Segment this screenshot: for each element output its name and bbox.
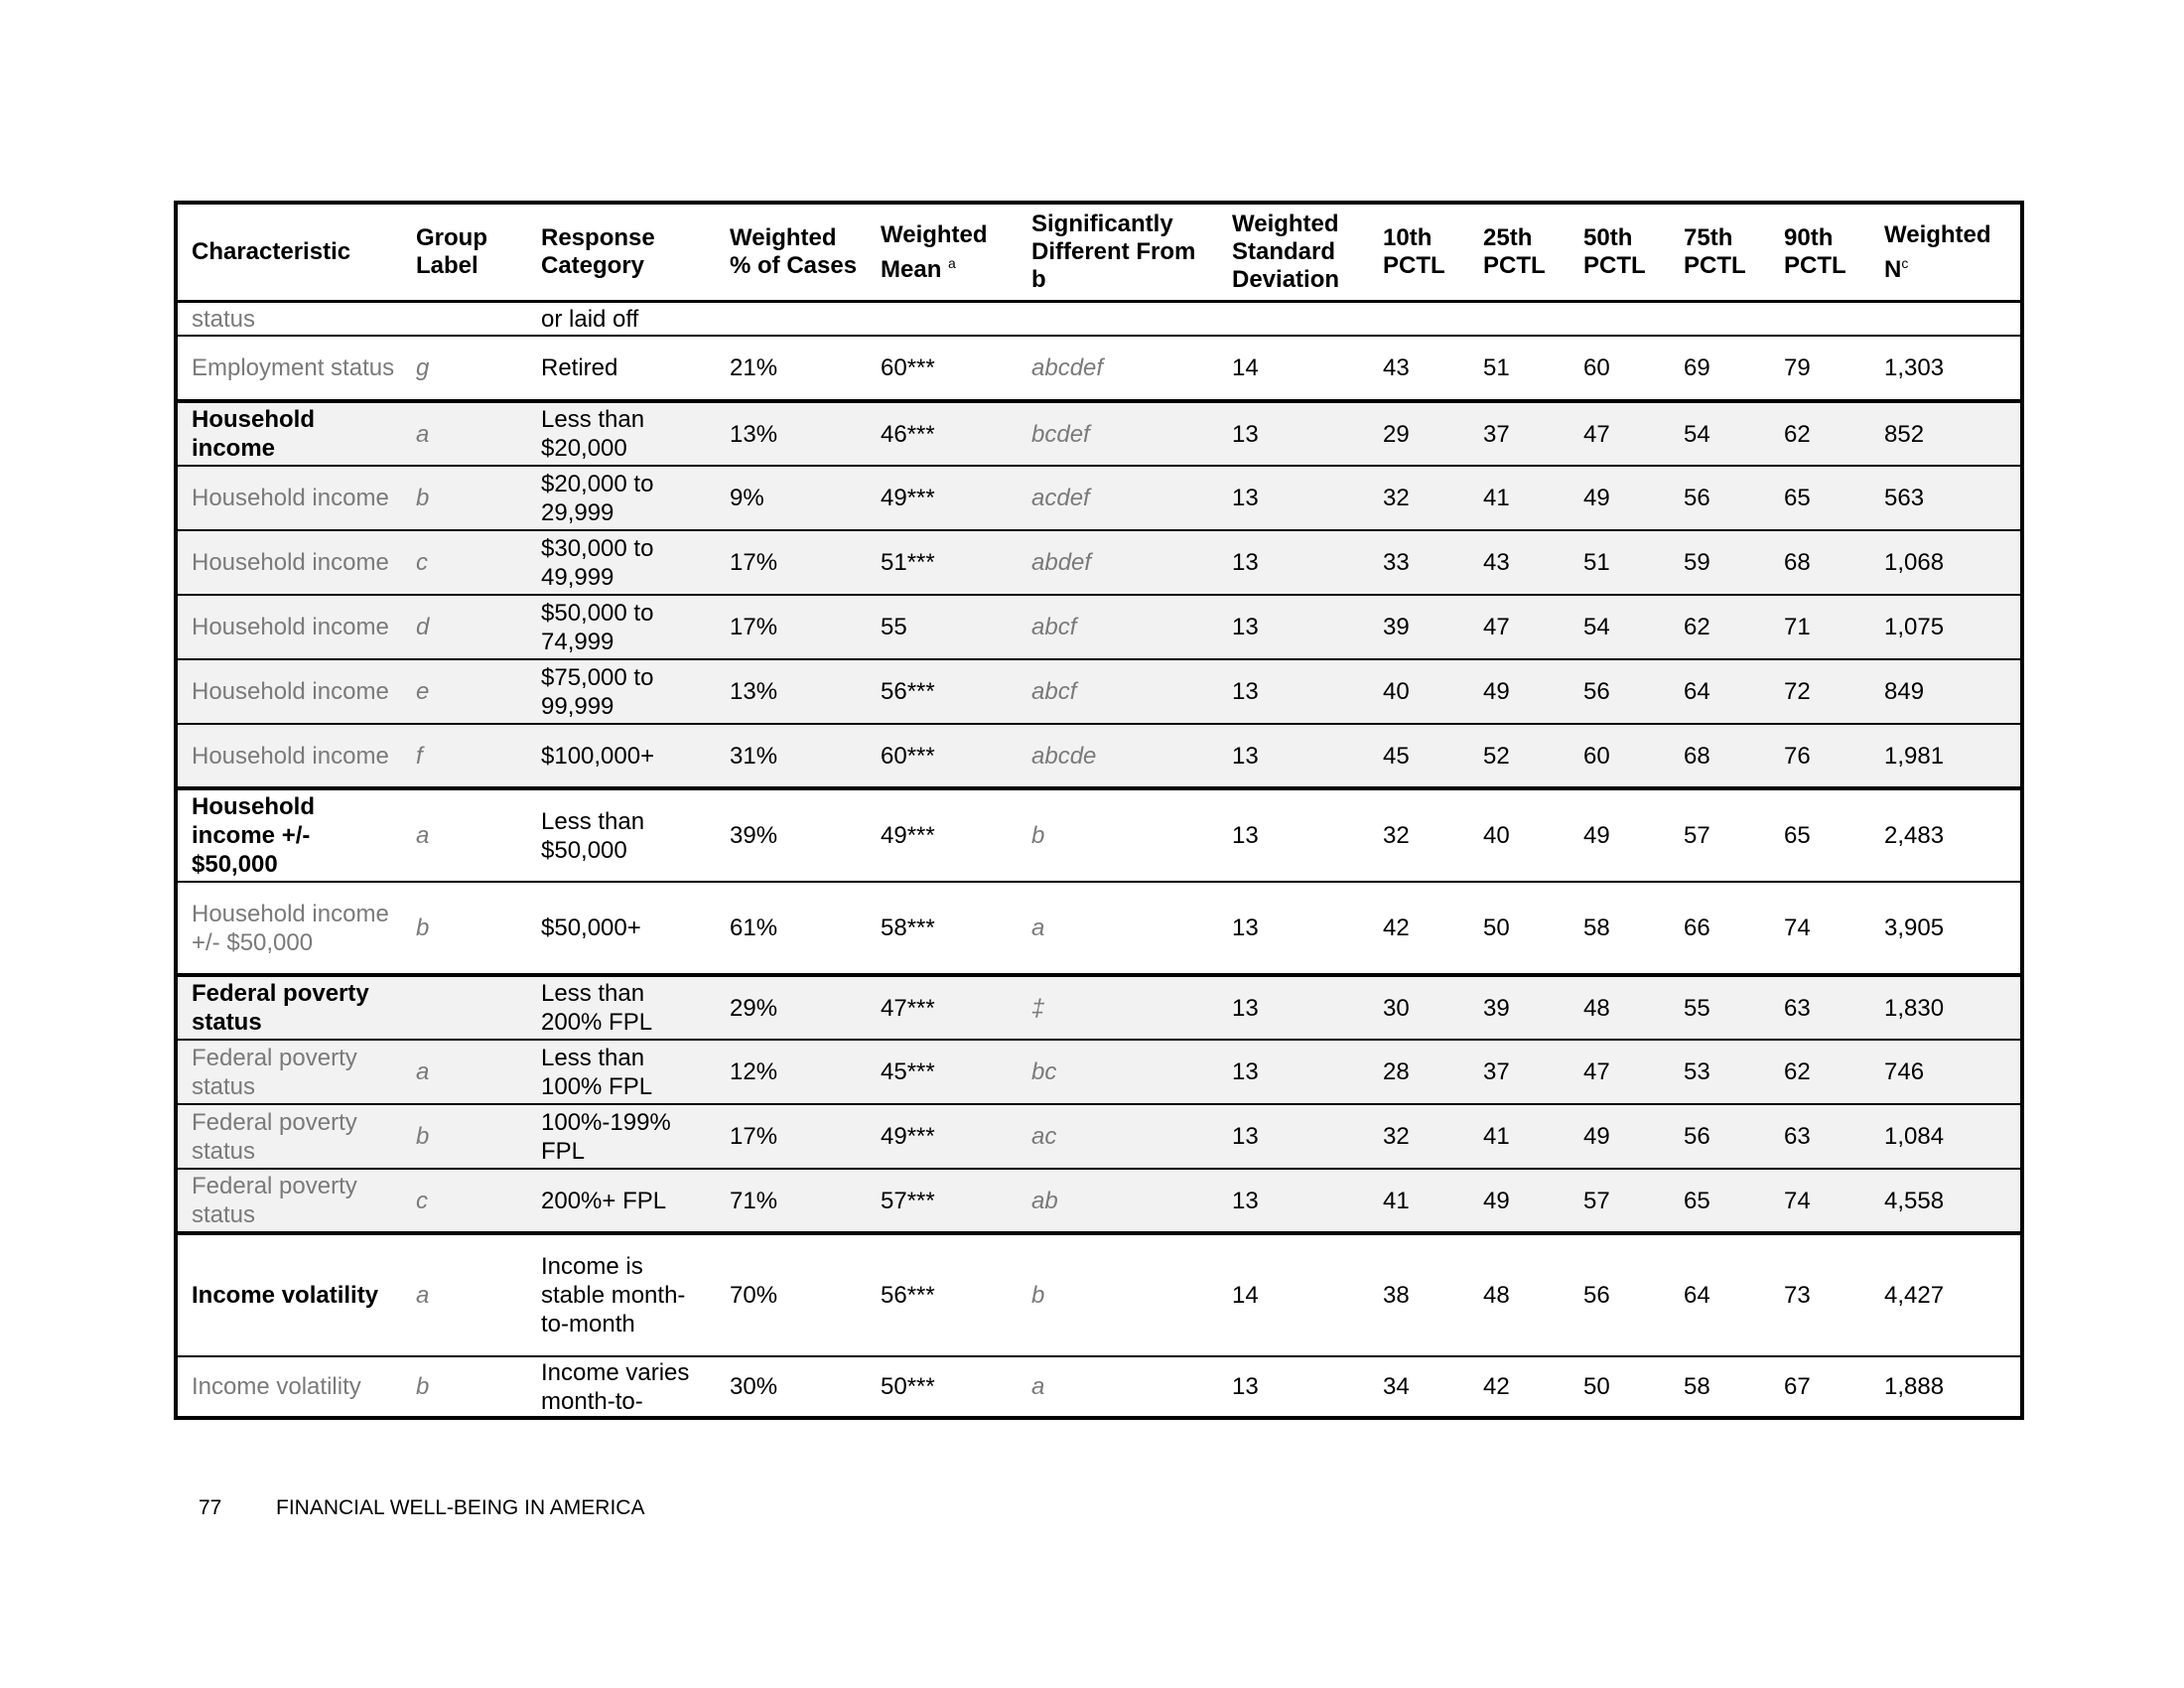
cell-p50: 49 (1583, 1123, 1610, 1150)
cell-sd (1218, 302, 1369, 337)
cell-response: Less than $20,000 (541, 406, 645, 462)
table-row (176, 882, 2022, 975)
cell-n: 1,084 (1884, 1123, 1945, 1150)
cell-pct: 17% (730, 549, 778, 576)
cell-sd: 13 (1232, 420, 1259, 448)
cell-characteristic: Federal poverty status (192, 1108, 357, 1165)
cell-p25: 47 (1483, 614, 1510, 640)
cell-group: a (416, 420, 430, 448)
cell-p90: 74 (1784, 914, 1811, 941)
cell-n: 1,981 (1884, 742, 1945, 770)
cell-response: 200%+ FPL (541, 1187, 667, 1214)
cell-p25: 50 (1483, 914, 1510, 941)
cell-p25: 43 (1483, 549, 1510, 576)
cell-p75: 65 (1684, 1187, 1710, 1214)
cell-response: Less than 100% FPL (541, 1044, 653, 1100)
cell-n: 1,888 (1884, 1373, 1945, 1400)
cell-p25: 37 (1483, 1058, 1510, 1085)
table-row (176, 788, 2022, 882)
header-p90: 90th PCTL (1770, 203, 1870, 302)
cell-mean: 55 (881, 614, 907, 640)
cell-group: e (416, 678, 430, 705)
cell-p90: 76 (1784, 742, 1811, 770)
cell-p10: 32 (1383, 485, 1410, 511)
cell-n: 746 (1884, 1058, 1925, 1085)
cell-mean: 56*** (881, 1282, 935, 1309)
cell-p25: 40 (1483, 822, 1510, 849)
cell-characteristic: Employment status (192, 354, 395, 381)
header-weighted-mean-note: a (948, 254, 956, 271)
header-p75: 75th PCTL (1670, 203, 1770, 302)
cell-response: $30,000 to 49,999 (541, 534, 654, 591)
cell-n (1870, 302, 2022, 337)
cell-sd: 13 (1232, 1373, 1259, 1400)
cell-mean (867, 302, 1018, 337)
cell-p10: 39 (1383, 614, 1410, 640)
cell-characteristic: Household income (192, 614, 389, 640)
cell-p10: 45 (1383, 742, 1410, 770)
cell-p75: 54 (1684, 420, 1710, 448)
cell-pct: 29% (730, 994, 778, 1022)
header-weighted-sd: Weighted Standard Deviation (1218, 203, 1369, 302)
cell-characteristic: Federal poverty status (192, 1044, 357, 1100)
cell-p90 (1770, 302, 1870, 337)
header-weighted-pct: Weighted % of Cases (716, 203, 867, 302)
cell-group (402, 302, 527, 337)
cell-group: a (416, 1282, 430, 1309)
cell-response: Income is stable month-to-month (541, 1253, 686, 1337)
cell-p90: 68 (1784, 549, 1811, 576)
cell-characteristic: Household income +/- $50,000 (192, 900, 389, 956)
cell-p25: 48 (1483, 1282, 1510, 1309)
cell-p10: 33 (1383, 549, 1410, 576)
table-row (176, 975, 2022, 1040)
cell-sd: 13 (1232, 614, 1259, 640)
cell-sig: b (1031, 1282, 1045, 1309)
data-table-container (174, 201, 2020, 1420)
table-row (176, 659, 2022, 724)
cell-n: 849 (1884, 678, 1925, 705)
publication-title: FINANCIAL WELL-BEING IN AMERICA (276, 1496, 645, 1519)
table-row (176, 724, 2022, 788)
cell-group: a (416, 822, 430, 849)
cell-characteristic: Household income +/- $50,000 (192, 793, 315, 878)
cell-pct: 13% (730, 678, 778, 705)
cell-p75: 53 (1684, 1058, 1710, 1085)
cell-response: $50,000 to 74,999 (541, 599, 654, 655)
cell-response: Retired (541, 354, 618, 381)
cell-characteristic: Federal poverty status (192, 980, 369, 1036)
cell-group: g (416, 354, 430, 381)
cell-p90: 62 (1784, 1058, 1811, 1085)
cell-p90: 72 (1784, 678, 1811, 705)
cell-p90: 79 (1784, 354, 1811, 381)
cell-group: b (416, 1123, 430, 1150)
table-row (176, 302, 2022, 337)
cell-p75: 58 (1684, 1373, 1710, 1400)
cell-p90: 63 (1784, 994, 1811, 1022)
cell-p10: 28 (1383, 1058, 1410, 1085)
cell-sig: abcde (1031, 742, 1097, 770)
cell-sd: 13 (1232, 914, 1259, 941)
cell-n: 852 (1884, 420, 1925, 448)
cell-sd: 13 (1232, 1058, 1259, 1085)
table-row (176, 1233, 2022, 1356)
cell-pct: 12% (730, 1058, 778, 1085)
cell-response: $50,000+ (541, 914, 641, 941)
cell-p75: 69 (1684, 354, 1710, 381)
cell-sig: abcf (1031, 678, 1077, 705)
cell-characteristic: Household income (192, 406, 315, 462)
header-weighted-n-label: Weighted N (1884, 220, 1991, 283)
cell-p10: 32 (1383, 1123, 1410, 1150)
cell-group: b (416, 914, 430, 941)
cell-p50: 49 (1583, 822, 1610, 849)
header-weighted-mean (867, 203, 1018, 302)
cell-p90: 71 (1784, 614, 1811, 640)
cell-response: $75,000 to 99,999 (541, 663, 654, 720)
header-p50: 50th PCTL (1570, 203, 1670, 302)
cell-mean: 46*** (881, 420, 935, 448)
cell-pct: 21% (730, 354, 778, 381)
cell-sig: abcdef (1031, 354, 1104, 381)
header-weighted-n-note: c (1901, 254, 1909, 271)
cell-n: 563 (1884, 485, 1925, 511)
cell-response: 100%-199% FPL (541, 1108, 671, 1165)
cell-p25: 49 (1483, 1187, 1510, 1214)
cell-p90: 63 (1784, 1123, 1811, 1150)
cell-sig: b (1031, 822, 1045, 849)
cell-p90: 62 (1784, 420, 1811, 448)
cell-characteristic: Federal poverty status (192, 1173, 357, 1228)
cell-mean: 47*** (881, 994, 935, 1022)
cell-sd: 13 (1232, 678, 1259, 705)
cell-p75 (1670, 302, 1770, 337)
cell-group: b (416, 1373, 430, 1400)
cell-p25 (1469, 302, 1570, 337)
cell-n: 4,427 (1884, 1282, 1945, 1309)
cell-p10: 41 (1383, 1187, 1410, 1214)
cell-sd: 13 (1232, 549, 1259, 576)
cell-sd: 14 (1232, 354, 1259, 381)
cell-p25: 39 (1483, 994, 1510, 1022)
cell-p10: 30 (1383, 994, 1410, 1022)
cell-pct: 13% (730, 420, 778, 448)
header-group-label: Group Label (402, 203, 527, 302)
cell-group: a (416, 1058, 430, 1085)
cell-p90: 65 (1784, 485, 1811, 511)
cell-mean: 49*** (881, 822, 935, 849)
table-row (176, 595, 2022, 659)
cell-response: Income varies month-to- (541, 1358, 690, 1415)
cell-sig: acdef (1031, 485, 1090, 511)
cell-mean: 50*** (881, 1373, 935, 1400)
cell-p90: 73 (1784, 1282, 1811, 1309)
cell-sd: 13 (1232, 994, 1259, 1022)
cell-sig: abdef (1031, 549, 1092, 576)
cell-response: Less than 200% FPL (541, 980, 653, 1036)
cell-p10: 38 (1383, 1282, 1410, 1309)
cell-pct: 9% (730, 485, 764, 511)
cell-p75: 68 (1684, 742, 1710, 770)
cell-p50: 51 (1583, 549, 1610, 576)
table-row (176, 336, 2022, 401)
cell-sig (1018, 302, 1218, 337)
cell-response: Less than $50,000 (541, 807, 645, 864)
cell-sig: bc (1031, 1058, 1057, 1085)
header-response-category: Response Category (527, 203, 716, 302)
cell-group: b (416, 485, 430, 511)
cell-pct: 30% (730, 1373, 778, 1400)
cell-n: 1,830 (1884, 994, 1945, 1022)
cell-p50: 49 (1583, 485, 1610, 511)
cell-p25: 52 (1483, 742, 1510, 770)
cell-p50: 50 (1583, 1373, 1610, 1400)
cell-group (402, 975, 527, 1040)
cell-sig: a (1031, 914, 1045, 941)
cell-characteristic: Household income (192, 549, 389, 576)
cell-sig: a (1031, 1373, 1045, 1400)
cell-p50: 56 (1583, 1282, 1610, 1309)
cell-pct: 61% (730, 914, 778, 941)
cell-p75: 66 (1684, 914, 1710, 941)
cell-response: $20,000 to 29,999 (541, 470, 654, 526)
cell-sd: 13 (1232, 485, 1259, 511)
table-row (176, 466, 2022, 530)
cell-mean: 60*** (881, 742, 935, 770)
cell-mean: 56*** (881, 678, 935, 705)
cell-p25: 42 (1483, 1373, 1510, 1400)
cell-p25: 41 (1483, 1123, 1510, 1150)
page-footer (199, 1496, 644, 1520)
cell-p50: 57 (1583, 1187, 1610, 1214)
header-sig-diff: Significantly Different From b (1018, 203, 1218, 302)
cell-p25: 41 (1483, 485, 1510, 511)
cell-group: c (416, 1187, 428, 1214)
cell-response: $100,000+ (541, 742, 655, 770)
cell-mean: 60*** (881, 354, 935, 381)
table-row (176, 1356, 2022, 1418)
cell-pct: 39% (730, 822, 778, 849)
cell-p50: 47 (1583, 1058, 1610, 1085)
cell-p10: 34 (1383, 1373, 1410, 1400)
cell-p75: 64 (1684, 678, 1710, 705)
cell-pct (716, 302, 867, 337)
cell-pct: 17% (730, 614, 778, 640)
cell-characteristic: Household income (192, 678, 389, 705)
cell-p50: 48 (1583, 994, 1610, 1022)
cell-sig: ab (1031, 1187, 1058, 1214)
cell-sd: 13 (1232, 742, 1259, 770)
cell-p75: 55 (1684, 994, 1710, 1022)
header-p10: 10th PCTL (1369, 203, 1469, 302)
cell-mean: 49*** (881, 485, 935, 511)
cell-n: 1,075 (1884, 614, 1945, 640)
cell-p75: 57 (1684, 822, 1710, 849)
cell-mean: 57*** (881, 1187, 935, 1214)
table-header-row (176, 203, 2022, 302)
cell-sig: bcdef (1031, 420, 1090, 448)
cell-characteristic: status (192, 305, 256, 333)
header-characteristic: Characteristic (176, 203, 402, 302)
cell-n: 1,068 (1884, 549, 1945, 576)
table-row (176, 1104, 2022, 1169)
cell-p10: 32 (1383, 822, 1410, 849)
cell-p50 (1570, 302, 1670, 337)
cell-characteristic: Household income (192, 742, 389, 770)
cell-p25: 51 (1483, 354, 1510, 381)
cell-p75: 59 (1684, 549, 1710, 576)
cell-mean: 58*** (881, 914, 935, 941)
cell-sd: 13 (1232, 1123, 1259, 1150)
cell-sig: abcf (1031, 614, 1077, 640)
cell-n: 2,483 (1884, 822, 1945, 849)
cell-p75: 56 (1684, 485, 1710, 511)
header-p25: 25th PCTL (1469, 203, 1570, 302)
cell-sd: 14 (1232, 1282, 1259, 1309)
cell-pct: 71% (730, 1187, 778, 1214)
cell-p50: 54 (1583, 614, 1610, 640)
cell-n: 4,558 (1884, 1187, 1945, 1214)
cell-p50: 60 (1583, 354, 1610, 381)
cell-p50: 56 (1583, 678, 1610, 705)
header-weighted-n (1870, 203, 2022, 302)
cell-group: c (416, 549, 428, 576)
cell-n: 3,905 (1884, 914, 1945, 941)
cell-p25: 49 (1483, 678, 1510, 705)
cell-p10: 40 (1383, 678, 1410, 705)
cell-mean: 51*** (881, 549, 935, 576)
cell-p90: 74 (1784, 1187, 1811, 1214)
cell-p10 (1369, 302, 1469, 337)
cell-mean: 49*** (881, 1123, 935, 1150)
cell-group: f (416, 742, 423, 770)
cell-p90: 67 (1784, 1373, 1811, 1400)
cell-characteristic: Income volatility (192, 1373, 361, 1400)
table-row (176, 1169, 2022, 1233)
cell-characteristic: Household income (192, 485, 389, 511)
table-row (176, 1040, 2022, 1104)
cell-p10: 29 (1383, 420, 1410, 448)
cell-p50: 58 (1583, 914, 1610, 941)
cell-pct: 31% (730, 742, 778, 770)
table-row (176, 530, 2022, 595)
cell-p75: 64 (1684, 1282, 1710, 1309)
table-body (176, 302, 2022, 1419)
cell-sig: ac (1031, 1123, 1057, 1150)
cell-sig: ‡ (1031, 994, 1045, 1022)
cell-p50: 47 (1583, 420, 1610, 448)
cell-p50: 60 (1583, 742, 1610, 770)
cell-group: d (416, 614, 430, 640)
header-weighted-mean-label: Weighted Mean (881, 220, 988, 283)
cell-mean: 45*** (881, 1058, 935, 1085)
cell-p75: 56 (1684, 1123, 1710, 1150)
cell-sd: 13 (1232, 822, 1259, 849)
cell-p10: 42 (1383, 914, 1410, 941)
cell-pct: 17% (730, 1123, 778, 1150)
table-row (176, 401, 2022, 466)
cell-p90: 65 (1784, 822, 1811, 849)
cell-response: or laid off (541, 305, 639, 333)
cell-characteristic: Income volatility (192, 1282, 379, 1309)
cell-sd: 13 (1232, 1187, 1259, 1214)
cell-pct: 70% (730, 1282, 778, 1309)
cell-p75: 62 (1684, 614, 1710, 640)
cell-p10: 43 (1383, 354, 1410, 381)
financial-wellbeing-table (174, 201, 2024, 1420)
page-number: 77 (199, 1496, 222, 1519)
cell-p25: 37 (1483, 420, 1510, 448)
cell-n: 1,303 (1884, 354, 1945, 381)
